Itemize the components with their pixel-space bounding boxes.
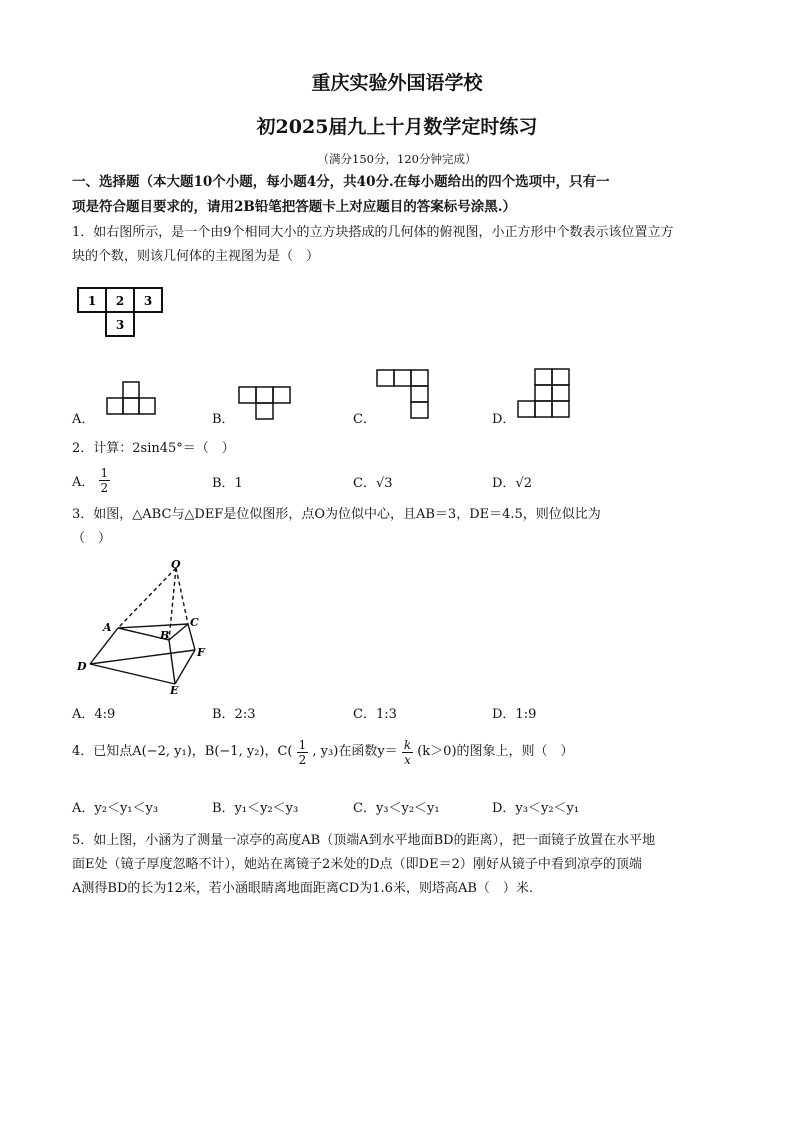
grid-number-4: 3: [115, 318, 125, 332]
section1-instruction-line2: 项是符合题目要求的，请用2B铅笔把答题卡上对应题目的答案标号涂黑.）: [72, 199, 517, 215]
q2-option-d-label: D．: [492, 476, 516, 491]
grid-number-1: 1: [87, 294, 97, 308]
q2-option-b: B．1: [212, 476, 243, 491]
q2-text: [72, 437, 732, 461]
q2-option-d: [492, 472, 532, 491]
q4-part1: 4．已知点A(−2, y₁)，B(−1, y₂)，C(: [72, 744, 293, 759]
q4-c-fraction: [297, 738, 309, 767]
q4-option-a: A．y₂＜y₁＜y₃: [72, 801, 159, 816]
q1-option-a-figure: [106, 380, 160, 416]
q4-x-denominator: x: [404, 752, 411, 767]
school-title: 重庆实验外国语学校: [311, 72, 483, 94]
q2-option-c-label: C．: [353, 476, 376, 491]
q4-text: [72, 734, 732, 771]
q5-text-line1: 5．如上图，小涵为了测量一凉亭的高度AB（顶端A到水平地面BD的距离），把一面镜子放置在水平地: [72, 833, 656, 848]
q1-option-a-label: A．: [72, 412, 95, 427]
q2-option-a-denominator: 2: [100, 481, 109, 495]
point-label-a: A: [103, 621, 112, 634]
q4-option-c: C．y₃＜y₂＜y₁: [353, 801, 440, 816]
q2-option-c: [353, 472, 393, 491]
q4-c-numerator: 1: [298, 737, 307, 752]
q2-prefix: 2．计算：: [72, 441, 133, 456]
point-label-f: F: [197, 646, 205, 659]
grid-number-2: 2: [115, 294, 125, 308]
q4-part2: , y₃)在函数y＝: [312, 744, 398, 759]
q1-option-c-figure: [376, 368, 432, 422]
q2-option-a-label: A．: [72, 475, 95, 490]
q3-option-d: D．1:9: [492, 707, 537, 722]
q3-homothety-diagram: [72, 556, 212, 696]
point-label-e: E: [170, 684, 179, 697]
q4-function-fraction: [402, 738, 413, 767]
q2-option-a-fraction: [99, 466, 111, 495]
q1-option-b-figure: [238, 385, 294, 421]
q1-text-line1: 1．如右图所示，是一个由9个相同大小的立方块搭成的几何体的俯视图，小正方形中个数表示该位置立方: [72, 225, 674, 240]
q3-option-b: B．2:3: [212, 707, 256, 722]
q4-part3: (k＞0)的图象上，则（ ）: [417, 744, 574, 759]
q3-text-line1: 3．如图，△ABC与△DEF是位似图形，点O为位似中心，且AB＝3，DE＝4.5，则位似比为: [72, 507, 601, 522]
q3-option-a: A．4:9: [72, 707, 116, 722]
q4-option-d: D．y₃＜y₂＜y₁: [492, 801, 580, 816]
point-label-o: O: [171, 558, 181, 571]
q1-option-c-label: C．: [353, 412, 376, 427]
q2-option-d-value: √2: [515, 476, 532, 491]
q5-text-line2: 面E处（镜子厚度忽略不计），她站在离镜子2米处的D点（即DE＝2）刚好从镜子中看到凉亭的顶端: [72, 857, 642, 872]
q1-text-line2: 块的个数，则该几何体的主视图为是（ ）: [72, 249, 320, 264]
q1-option-d-label: D．: [492, 412, 516, 427]
point-label-c: C: [190, 616, 199, 629]
q1-top-view-diagram: [76, 286, 166, 340]
q2-option-a: [72, 466, 110, 495]
exam-title: 初2025届九上十月数学定时练习: [256, 116, 538, 138]
point-label-d: D: [77, 660, 87, 673]
q4-k-numerator: k: [403, 737, 412, 752]
q3-option-c: C．1:3: [353, 707, 397, 722]
point-label-b: B: [160, 629, 170, 642]
q1-option-d-figure: [517, 367, 575, 421]
section1-instruction-line1: 一、选择题（本大题10个小题，每小题4分，共40分.在每小题给出的四个选项中，只有一: [72, 174, 610, 190]
q3-text-line2: （ ）: [72, 531, 112, 546]
grid-number-3: 3: [143, 294, 153, 308]
q2-option-c-value: √3: [375, 476, 393, 491]
q5-text-line3: A测得BD的长为12米，若小涵眼睛离地面距离CD为1.6米，则塔高AB（ ）米.: [72, 881, 534, 896]
score-note: （满分150分，120分钟完成）: [317, 152, 477, 166]
q2-expression: 2sin45°＝（ ）: [132, 441, 235, 456]
q4-c-denominator: 2: [298, 752, 307, 767]
q4-option-b: B．y₁＜y₂＜y₃: [212, 801, 299, 816]
q2-option-a-numerator: 1: [100, 466, 109, 480]
q1-option-b-label: B．: [212, 412, 235, 427]
